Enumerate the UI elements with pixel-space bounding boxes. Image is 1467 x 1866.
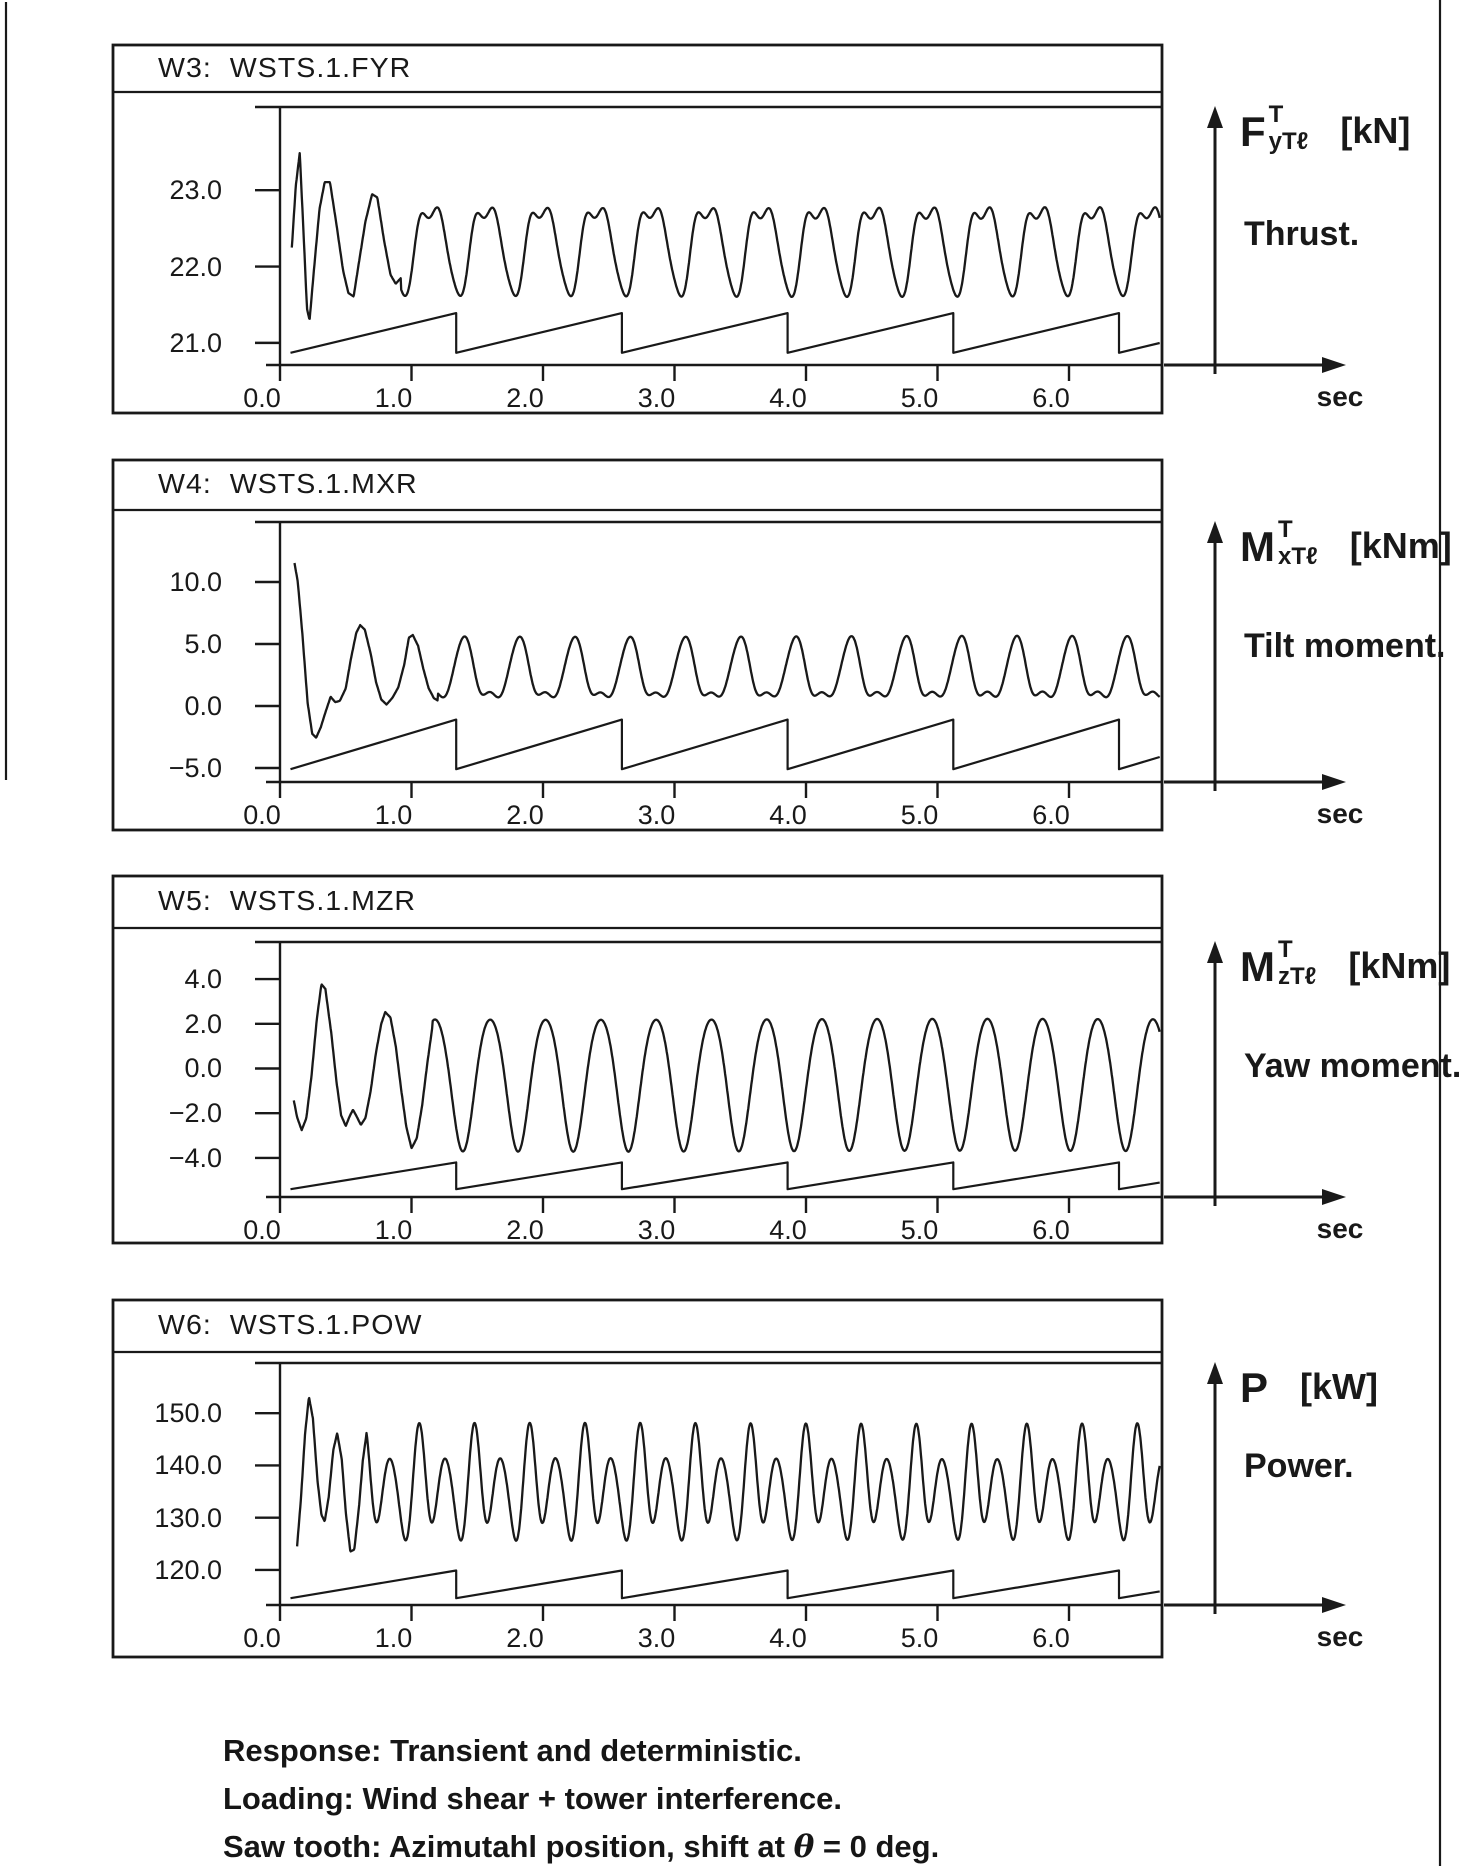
y-tick-label: −4.0 (168, 1142, 222, 1173)
quantity-subscript: yTℓ (1268, 128, 1309, 155)
x-tick-label: 2.0 (506, 800, 544, 830)
y-tick-label: 10.0 (169, 567, 222, 597)
quantity-superscript: T (1278, 516, 1293, 543)
y-tick-label: 2.0 (184, 1008, 222, 1039)
right-axis-quantity-label (1240, 101, 1411, 155)
quantity-supsub (1269, 103, 1309, 154)
right-axis-quantity-label (1240, 936, 1451, 990)
y-tick-label: 120.0 (154, 1554, 222, 1585)
x-tick-label: 0.0 (243, 1215, 281, 1245)
x-tick-label: 6.0 (1032, 800, 1070, 830)
x-tick-label: 6.0 (1032, 383, 1070, 413)
y-tick-label: −2.0 (168, 1098, 222, 1129)
y-tick-label: 4.0 (184, 964, 222, 995)
x-tick-label: 3.0 (637, 1215, 676, 1245)
quantity-unit: [kW] (1300, 1366, 1378, 1407)
quantity-unit: [kN] (1340, 110, 1411, 151)
x-tick-label: 5.0 (900, 1623, 939, 1653)
caption-line-sawtooth (223, 1829, 939, 1865)
y-tick-label: 5.0 (184, 629, 222, 659)
x-tick-label: 2.0 (506, 1215, 544, 1245)
x-tick-label: 5.0 (900, 383, 939, 413)
quantity-symbol: M (1240, 943, 1275, 990)
x-tick-label: 5.0 (900, 1215, 939, 1245)
quantity-supsub (1278, 938, 1316, 989)
y-tick-label: 22.0 (169, 251, 222, 282)
x-tick-label: 4.0 (769, 800, 807, 830)
quantity-unit: [kNm] (1349, 525, 1452, 566)
x-tick-label: 4.0 (769, 1215, 807, 1245)
plot-title: W4: WSTS.1.MXR (158, 468, 418, 499)
quantity-supsub (1278, 518, 1318, 569)
x-tick-label: 3.0 (637, 383, 676, 413)
x-tick-label: 6.0 (1032, 1215, 1070, 1245)
time-unit-label: sec (1316, 798, 1364, 829)
quantity-description: Power. (1244, 1447, 1354, 1485)
right-axis-quantity-label (1240, 516, 1452, 570)
x-tick-label: 1.0 (374, 383, 413, 413)
y-tick-label: 21.0 (169, 327, 222, 358)
y-tick-label: 0.0 (184, 690, 222, 721)
quantity-superscript: T (1268, 101, 1284, 128)
x-tick-label: 5.0 (900, 800, 939, 830)
x-tick-label: 1.0 (374, 800, 413, 830)
x-tick-label: 0.0 (243, 1623, 281, 1653)
quantity-symbol: P (1240, 1364, 1269, 1411)
theta-symbol: θ (793, 1829, 815, 1865)
time-unit-label: sec (1316, 1213, 1364, 1244)
x-tick-label: 4.0 (769, 383, 807, 413)
plot-title: W5: WSTS.1.MZR (158, 885, 417, 916)
quantity-description: Thrust. (1244, 215, 1360, 253)
plot-title: W3: WSTS.1.FYR (158, 51, 412, 83)
caption-sawtooth-pre: Saw tooth: Azimutahl position, shift at (223, 1829, 794, 1864)
x-tick-label: 2.0 (506, 383, 544, 413)
x-tick-label: 0.0 (243, 383, 281, 413)
x-tick-label: 1.0 (374, 1623, 413, 1653)
right-axis-quantity-label (1240, 1364, 1378, 1411)
quantity-subscript: xTℓ (1278, 543, 1318, 570)
quantity-symbol: M (1240, 523, 1275, 570)
x-tick-label: 3.0 (637, 1623, 676, 1653)
time-unit-label: sec (1316, 1621, 1364, 1652)
time-unit-label: sec (1316, 381, 1364, 412)
plot-title: W6: WSTS.1.POW (158, 1309, 423, 1340)
quantity-superscript: T (1278, 936, 1293, 963)
caption-line-loading: Loading: Wind shear + tower interference. (223, 1781, 842, 1816)
x-tick-label: 1.0 (374, 1215, 413, 1245)
quantity-unit: [kNm] (1348, 945, 1451, 986)
caption-sawtooth-post: = 0 deg. (814, 1829, 940, 1864)
y-tick-label: 150.0 (154, 1398, 222, 1429)
y-tick-label: 140.0 (154, 1450, 222, 1481)
caption-line-response: Response: Transient and deterministic. (223, 1733, 802, 1768)
quantity-description: Yaw moment. (1244, 1047, 1462, 1085)
x-tick-label: 2.0 (506, 1623, 544, 1653)
y-tick-label: 130.0 (154, 1502, 222, 1533)
quantity-symbol: F (1240, 108, 1266, 155)
x-tick-label: 3.0 (637, 800, 676, 830)
y-tick-label: 0.0 (184, 1053, 222, 1084)
y-tick-label: −5.0 (168, 752, 222, 783)
x-tick-label: 4.0 (769, 1623, 807, 1653)
quantity-subscript: zTℓ (1278, 963, 1317, 990)
quantity-description: Tilt moment. (1244, 627, 1446, 665)
y-tick-label: 23.0 (169, 175, 222, 206)
x-tick-label: 6.0 (1032, 1623, 1070, 1653)
x-tick-label: 0.0 (243, 800, 281, 830)
